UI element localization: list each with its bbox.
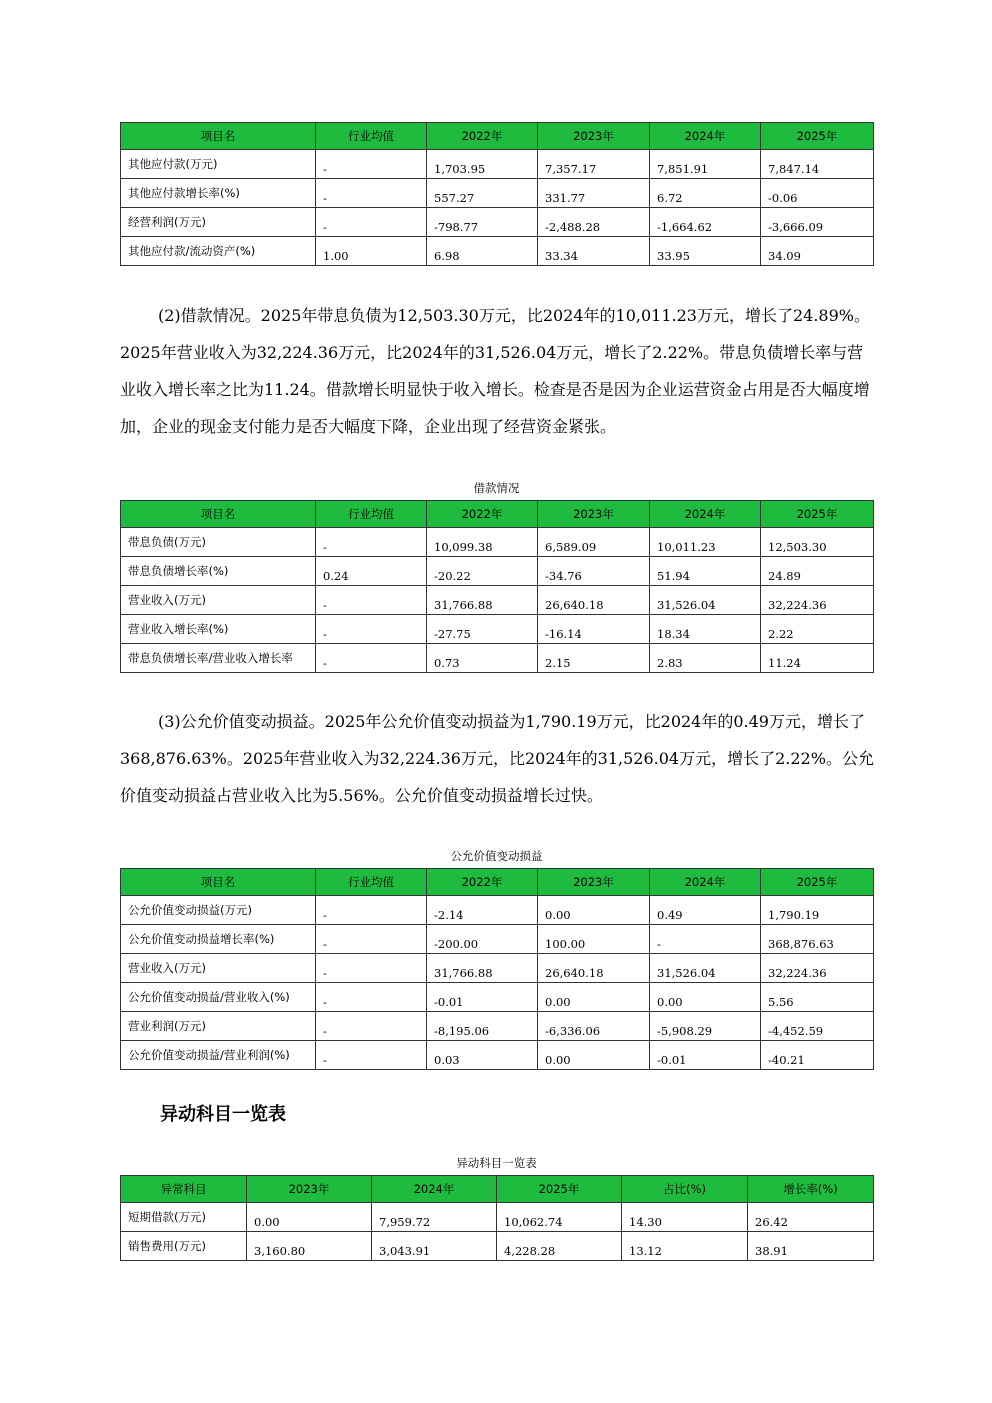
other-payables-table [120,122,874,266]
table-cell: 7,851.91 [650,150,761,179]
table-cell: 0.73 [427,644,538,673]
row-label: 带息负债增长率(%) [121,557,316,586]
table-cell: - [316,208,427,237]
table-cell: -0.01 [650,1041,761,1070]
column-header: 2023年 [538,501,650,528]
table-cell: 4,228.28 [497,1232,622,1261]
row-label: 其他应付款/流动资产(%) [121,237,316,266]
table-cell: -27.75 [427,615,538,644]
table-cell: - [316,925,427,954]
column-header: 项目名 [121,123,316,150]
table-row [121,896,874,925]
table-cell: 0.00 [650,983,761,1012]
row-label: 短期借款(万元) [121,1203,247,1232]
table-cell: 31,766.88 [427,954,538,983]
row-label: 带息负债(万元) [121,528,316,557]
table-cell: 7,847.14 [761,150,874,179]
table-row [121,237,874,266]
table-row [121,1232,874,1261]
table-cell: 7,357.17 [538,150,650,179]
table-cell: 3,043.91 [372,1232,497,1261]
table-cell: 6.72 [650,179,761,208]
table-cell: 2.83 [650,644,761,673]
column-header: 2023年 [247,1176,372,1203]
row-label: 公允价值变动损益增长率(%) [121,925,316,954]
column-header: 占比(%) [622,1176,748,1203]
column-header: 2025年 [761,123,874,150]
table-cell: -8,195.06 [427,1012,538,1041]
row-label: 销售费用(万元) [121,1232,247,1261]
table-cell: -16.14 [538,615,650,644]
abnormal-items-table [120,1175,874,1261]
table-cell: 0.00 [538,896,650,925]
table-cell: 100.00 [538,925,650,954]
table-cell: 331.77 [538,179,650,208]
column-header: 2024年 [650,123,761,150]
table-cell: 557.27 [427,179,538,208]
table-row [121,557,874,586]
table-cell: 6,589.09 [538,528,650,557]
row-label: 公允价值变动损益/营业收入(%) [121,983,316,1012]
table-cell: -2,488.28 [538,208,650,237]
table-cell: 26,640.18 [538,954,650,983]
table-cell: 3,160.80 [247,1232,372,1261]
table-cell: 368,876.63 [761,925,874,954]
table-cell: - [316,896,427,925]
borrowing-table-caption: 借款情况 [473,481,520,495]
column-header: 2025年 [761,869,874,896]
table-cell: 34.09 [761,237,874,266]
table-row [121,586,874,615]
table-cell: 18.34 [650,615,761,644]
table-cell: -2.14 [427,896,538,925]
table-row [121,615,874,644]
row-label: 其他应付款增长率(%) [121,179,316,208]
table-cell: 26,640.18 [538,586,650,615]
fair-value-text: (3)公允价值变动损益。2025年公允价值变动损益为1,790.19万元，比2024年的0.49万元，增长了368,876.63%。2025年营业收入为32,224.36万元，比2024年的31,526.04万元，增长了2.22%。公允价值变动损益占营业收入比为5.56%。公允价值变动损益增长过快。 [120,712,874,805]
table-cell: 10,099.38 [427,528,538,557]
table-row [121,925,874,954]
table-cell: -6,336.06 [538,1012,650,1041]
column-header: 行业均值 [316,869,427,896]
table-cell: 6.98 [427,237,538,266]
table-row [121,644,874,673]
table-cell: 1.00 [316,237,427,266]
row-label: 带息负债增长率/营业收入增长率 [121,644,316,673]
table-cell: -4,452.59 [761,1012,874,1041]
row-label: 营业收入增长率(%) [121,615,316,644]
table-cell: - [316,644,427,673]
table-cell: 1,703.95 [427,150,538,179]
row-label: 公允价值变动损益/营业利润(%) [121,1041,316,1070]
table-row [121,1203,874,1232]
table-cell: 13.12 [622,1232,748,1261]
table-cell: 0.49 [650,896,761,925]
table-cell: 24.89 [761,557,874,586]
column-header: 异常科目 [121,1176,247,1203]
table-row [121,1012,874,1041]
table-cell: -0.01 [427,983,538,1012]
table-row [121,179,874,208]
table-cell: - [316,954,427,983]
table-header-row [121,869,874,896]
table-cell: 0.03 [427,1041,538,1070]
table-cell: - [316,150,427,179]
table-cell: 5.56 [761,983,874,1012]
table-cell: 26.42 [748,1203,874,1232]
column-header: 2022年 [427,869,538,896]
row-label: 营业收入(万元) [121,586,316,615]
table-cell: - [316,983,427,1012]
table-cell: - [316,615,427,644]
column-header: 行业均值 [316,501,427,528]
fair-value-table [120,868,874,1070]
section-heading: 异动科目一览表 [160,1104,286,1125]
table-cell: -34.76 [538,557,650,586]
table-cell: 33.34 [538,237,650,266]
table-header-row [121,123,874,150]
table-cell: 7,959.72 [372,1203,497,1232]
table-header-row [121,1176,874,1203]
table-cell: - [316,1041,427,1070]
table-row [121,208,874,237]
table-cell: 2.22 [761,615,874,644]
row-label: 营业利润(万元) [121,1012,316,1041]
column-header: 2024年 [372,1176,497,1203]
table-header-row [121,501,874,528]
column-header: 2022年 [427,123,538,150]
table-cell: - [316,586,427,615]
table-cell: 0.00 [538,1041,650,1070]
table-cell: 11.24 [761,644,874,673]
table-cell: 31,766.88 [427,586,538,615]
row-label: 公允价值变动损益(万元) [121,896,316,925]
table-cell: 31,526.04 [650,954,761,983]
table-cell: 12,503.30 [761,528,874,557]
table-row [121,983,874,1012]
table-cell: -3,666.09 [761,208,874,237]
column-header: 2024年 [650,501,761,528]
abnormal-items-table-caption: 异动科目一览表 [456,1156,537,1170]
table-cell: -200.00 [427,925,538,954]
borrowing-table [120,500,874,673]
column-header: 2025年 [761,501,874,528]
column-header: 增长率(%) [748,1176,874,1203]
borrowing-text: (2)借款情况。2025年带息负债为12,503.30万元，比2024年的10,011.23万元，增长了24.89%。2025年营业收入为32,224.36万元，比2024年的31,526.04万元，增长了2.22%。带息负债增长率与营业收入增长率之比为11.24。借款增长明显快于收入增长。检查是否是因为企业运营资金占用是否大幅度增加，企业的现金支付能力是否大幅度下降，企业出现了经营资金紧张。 [120,306,870,436]
table-row [121,150,874,179]
column-header: 行业均值 [316,123,427,150]
table-cell: 2.15 [538,644,650,673]
column-header: 2025年 [497,1176,622,1203]
table-cell: 32,224.36 [761,954,874,983]
table-cell: 31,526.04 [650,586,761,615]
table-cell: 51.94 [650,557,761,586]
table-cell: -40.21 [761,1041,874,1070]
fair-value-table-caption: 公允价值变动损益 [450,849,543,863]
column-header: 2023年 [538,123,650,150]
table-cell: 10,062.74 [497,1203,622,1232]
column-header: 2023年 [538,869,650,896]
table-cell: -0.06 [761,179,874,208]
table-cell: - [316,179,427,208]
row-label: 其他应付款(万元) [121,150,316,179]
table-cell: 14.30 [622,1203,748,1232]
table-cell: 0.00 [538,983,650,1012]
column-header: 2022年 [427,501,538,528]
table-cell: -5,908.29 [650,1012,761,1041]
table-cell: 32,224.36 [761,586,874,615]
column-header: 2024年 [650,869,761,896]
table-cell: -798.77 [427,208,538,237]
table-row [121,1041,874,1070]
table-cell: -1,664.62 [650,208,761,237]
table-cell: - [316,528,427,557]
row-label: 经营利润(万元) [121,208,316,237]
table-cell: -20.22 [427,557,538,586]
row-label: 营业收入(万元) [121,954,316,983]
table-cell: - [650,925,761,954]
table-cell: 38.91 [748,1232,874,1261]
fair-value-paragraph [120,703,878,814]
table-row [121,954,874,983]
table-cell: 0.00 [247,1203,372,1232]
table-cell: - [316,1012,427,1041]
borrowing-paragraph [120,297,878,445]
table-cell: 0.24 [316,557,427,586]
table-cell: 33.95 [650,237,761,266]
column-header: 项目名 [121,869,316,896]
column-header: 项目名 [121,501,316,528]
table-cell: 1,790.19 [761,896,874,925]
table-cell: 10,011.23 [650,528,761,557]
table-row [121,528,874,557]
